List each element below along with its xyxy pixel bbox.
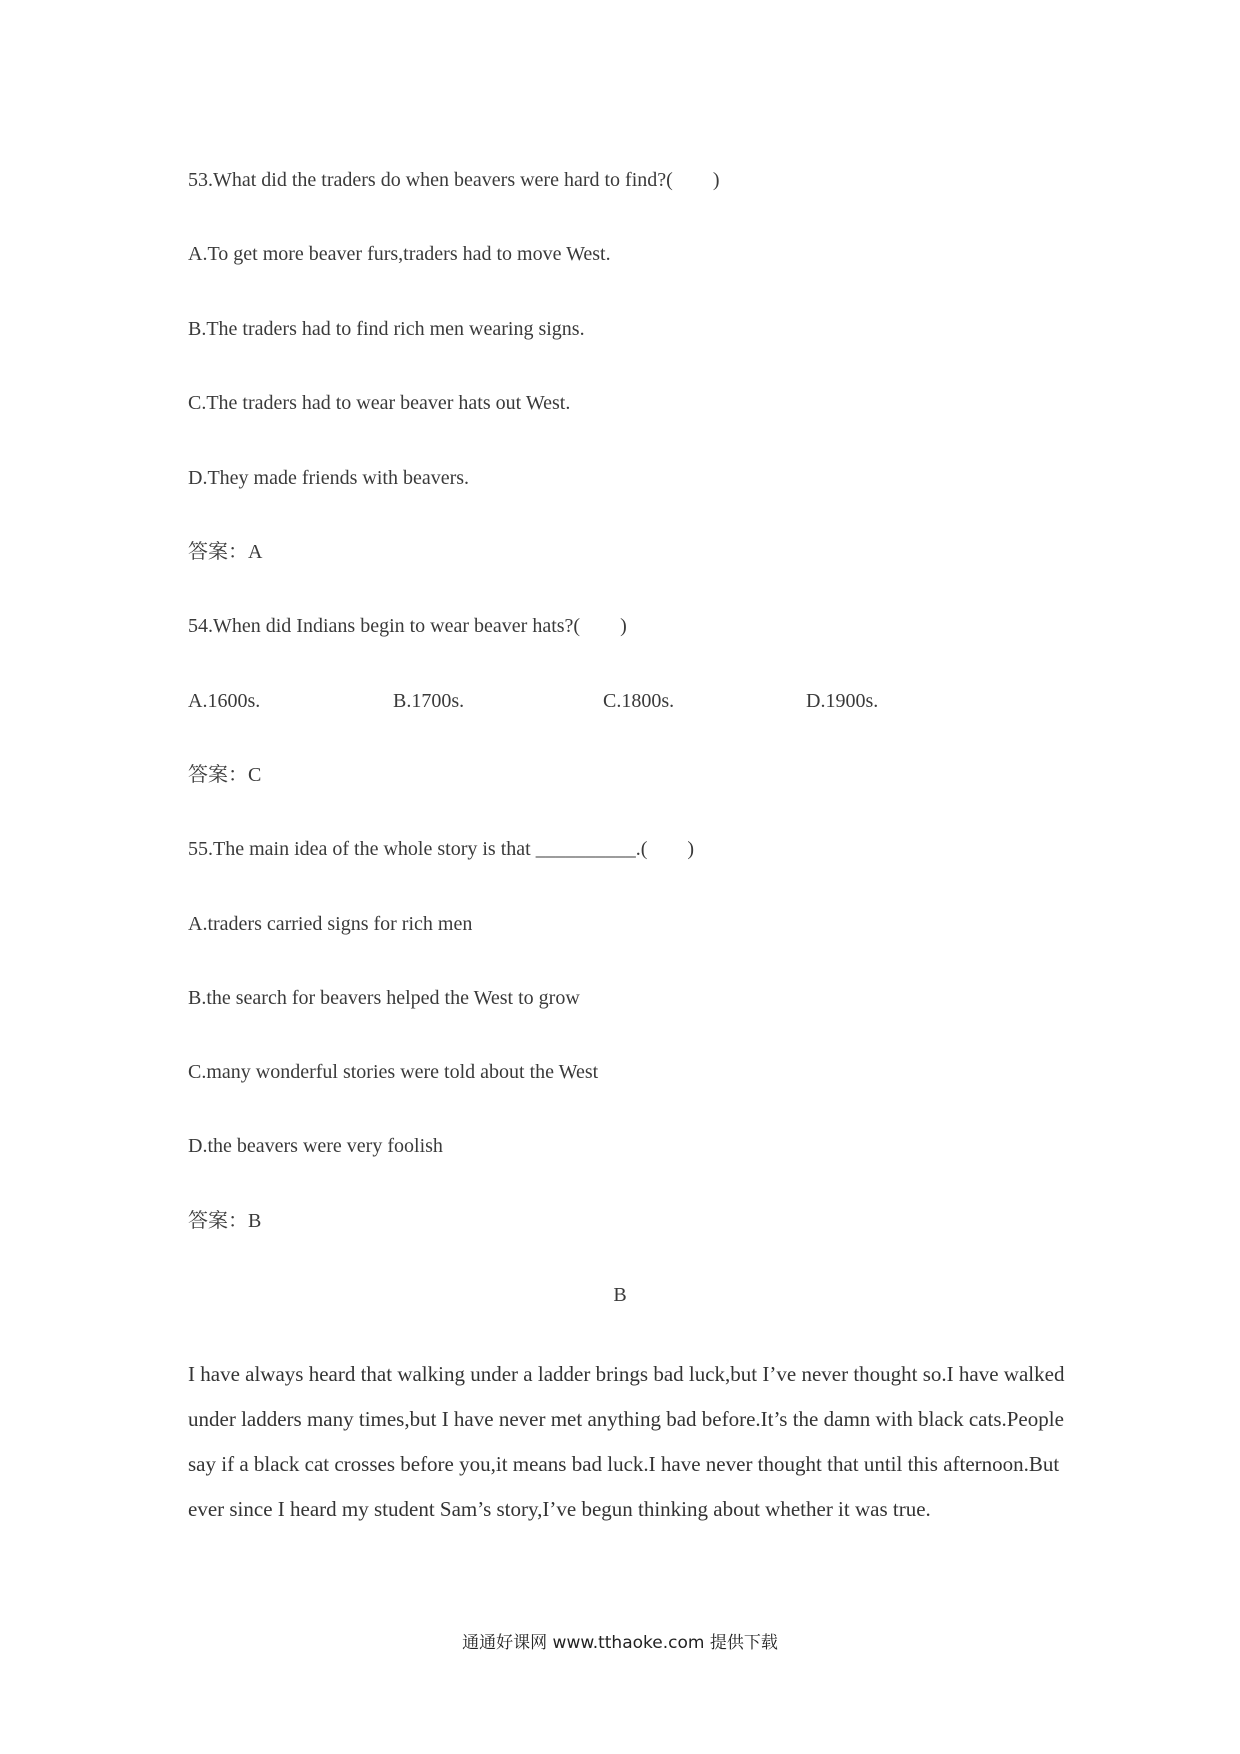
question-54-option-c: C.1800s.: [603, 690, 675, 712]
passage-paragraph: I have always heard that walking under a ladder brings bad luck,but I’ve never thought so.I have walked under ladders many times,but I have never met anything bad before.It’s the damn with black cats.People say if a black cat crosses before you,it means bad luck.I have never thought that until this afternoon.But ever since I heard my student Sam’s story,I’ve begun thinking about whether it was true.: [188, 1362, 1065, 1521]
question-55-option-c: C.many wonderful stories were told about the West: [188, 1061, 599, 1083]
question-55-stem: 55.The main idea of the whole story is that __________.( ): [188, 838, 695, 860]
question-53-option-d: D.They made friends with beavers.: [188, 467, 470, 489]
question-55-option-d: D.the beavers were very foolish: [188, 1135, 443, 1157]
question-54-option-d: D.1900s.: [806, 690, 879, 712]
question-55-option-b: B.the search for beavers helped the West to grow: [188, 987, 580, 1009]
reading-passage: [188, 1352, 1068, 1532]
question-53-option-b: B.The traders had to find rich men wearing signs.: [188, 318, 585, 340]
question-54-stem: 54.When did Indians begin to wear beaver hats?( ): [188, 615, 627, 637]
question-53-option-c: C.The traders had to wear beaver hats out West.: [188, 392, 571, 414]
question-54-options: [188, 689, 988, 713]
question-54-option-a: A.1600s.: [188, 690, 261, 712]
question-54-answer: 答案：C: [188, 764, 262, 786]
page-footer: 通通好课网 www.tthaoke.com 提供下载: [462, 1633, 778, 1653]
question-55-answer: 答案：B: [188, 1210, 262, 1232]
question-53-answer: 答案：A: [188, 541, 263, 563]
question-53-stem: 53.What did the traders do when beavers were hard to find?( ): [188, 169, 720, 191]
section-heading: B: [613, 1284, 627, 1306]
question-55-option-a: A.traders carried signs for rich men: [188, 913, 473, 935]
question-53-option-a: A.To get more beaver furs,traders had to move West.: [188, 243, 611, 265]
question-54-option-b: B.1700s.: [393, 690, 465, 712]
